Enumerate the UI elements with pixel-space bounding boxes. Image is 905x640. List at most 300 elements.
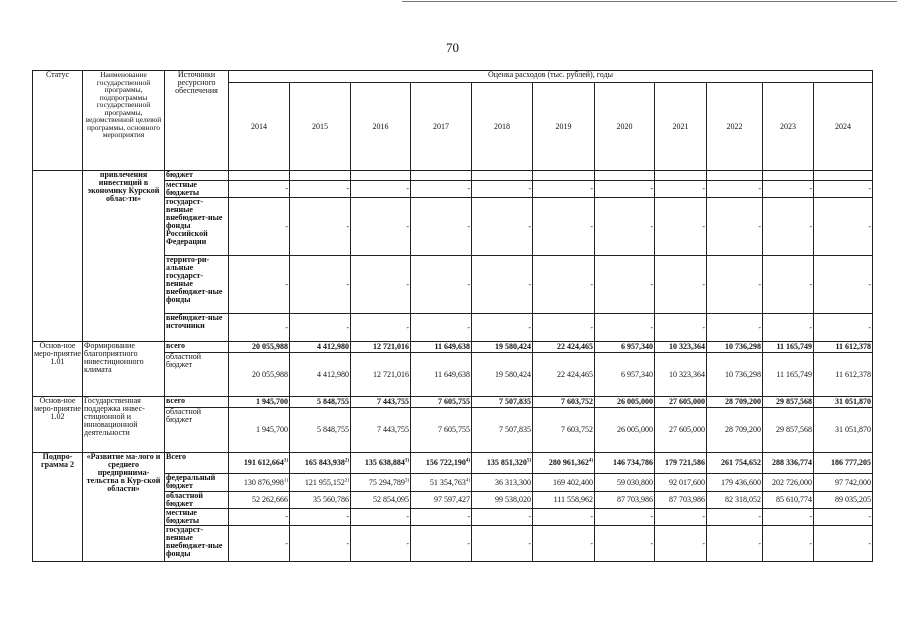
block2-row: [33, 342, 873, 353]
value-text: -: [467, 184, 470, 193]
value-text: -: [528, 184, 531, 193]
value-text: -: [650, 184, 653, 193]
source-label: областной бюджет: [165, 408, 229, 453]
value-cell-2023: [763, 353, 814, 397]
value-cell-2015: [290, 526, 351, 562]
value-cell-2015: [290, 314, 351, 342]
value-text: -: [406, 221, 409, 231]
value-text: -: [650, 221, 653, 231]
value-cell-2017: [411, 526, 472, 562]
value-cell-2023: [763, 256, 814, 314]
value-text: 146 734,786: [613, 458, 653, 467]
value-text: 85 610,774: [776, 495, 812, 504]
value-cell-2016: [351, 526, 411, 562]
value-text: 12 721,016: [373, 342, 409, 351]
value-cell-2022: [707, 342, 763, 353]
value-text: 19 580,424: [495, 342, 531, 351]
value-cell-2018: [472, 171, 533, 181]
year-header-2014: 2014: [229, 83, 290, 171]
value-text: -: [868, 221, 871, 231]
value-cell-2021: [655, 353, 707, 397]
value-text: -: [809, 322, 812, 332]
value-cell-2017: [411, 509, 472, 526]
footnote-mark: 3): [404, 458, 409, 464]
value-cell-2023: [763, 408, 814, 453]
value-cell-2014: [229, 198, 290, 256]
value-text: -: [528, 538, 531, 548]
footnote-mark: 1): [283, 477, 288, 483]
value-text: 179 721,586: [665, 458, 705, 467]
value-text: -: [702, 279, 705, 289]
value-text: 280 961,362: [548, 458, 589, 467]
block3-row: [33, 397, 873, 408]
value-cell-2020: [595, 314, 655, 342]
year-header-2023: 2023: [763, 83, 814, 171]
value-text: 7 443,755: [377, 425, 409, 434]
value-cell-2017: [411, 181, 472, 198]
value-text: 92 017,600: [669, 477, 705, 487]
value-cell-2024: [814, 198, 873, 256]
value-cell-2017: [411, 342, 472, 353]
value-text: 20 055,988: [252, 342, 288, 351]
value-cell-2021: [655, 408, 707, 453]
value-text: -: [758, 221, 761, 231]
footnote-mark: 1): [283, 458, 288, 464]
value-text: 7 603,752: [561, 425, 593, 434]
value-text: 10 323,364: [669, 342, 705, 351]
value-cell-2024: [814, 408, 873, 453]
value-cell-2021: [655, 256, 707, 314]
value-text: -: [868, 184, 871, 193]
footnote-mark: 4): [465, 458, 470, 464]
value-cell-2014: [229, 181, 290, 198]
value-cell-2015: [290, 171, 351, 181]
value-text: -: [809, 538, 812, 548]
value-text: 156 722,190: [425, 458, 466, 467]
value-text: -: [758, 538, 761, 548]
value-cell-2021: [655, 198, 707, 256]
value-cell-2019: [533, 181, 595, 198]
year-header-2017: 2017: [411, 83, 472, 171]
value-text: -: [702, 184, 705, 193]
value-text: 28 709,200: [725, 397, 761, 406]
value-cell-2022: [707, 256, 763, 314]
value-cell-2016: [351, 256, 411, 314]
value-text: -: [467, 279, 470, 289]
value-text: 7 507,835: [499, 425, 531, 434]
value-cell-2019: [533, 453, 595, 474]
value-cell-2022: [707, 526, 763, 562]
value-cell-2015: [290, 353, 351, 397]
value-text: 4 412,980: [317, 342, 349, 351]
value-cell-2019: [533, 342, 595, 353]
block1-name: привлечения инвестиций в экономику Курской облас-ти»: [83, 171, 165, 342]
value-cell-2016: [351, 492, 411, 509]
value-cell-2017: [411, 353, 472, 397]
value-text: -: [528, 279, 531, 289]
value-cell-2020: [595, 526, 655, 562]
value-cell-2023: [763, 314, 814, 342]
value-cell-2022: [707, 509, 763, 526]
value-text: 1 945,700: [256, 425, 288, 434]
value-text: -: [590, 512, 593, 521]
value-cell-2020: [595, 492, 655, 509]
value-cell-2022: [707, 171, 763, 181]
value-text: -: [528, 322, 531, 332]
value-text: -: [650, 322, 653, 332]
value-cell-2020: [595, 198, 655, 256]
value-text: 111 558,962: [553, 495, 593, 504]
footnote-mark: 5): [526, 458, 531, 464]
value-text: -: [590, 538, 593, 548]
value-text: -: [346, 322, 349, 332]
value-text: 202 726,000: [772, 477, 812, 487]
value-text: -: [406, 512, 409, 521]
value-text: -: [650, 538, 653, 548]
block4-status: Подпро-грамма 2: [33, 453, 83, 562]
value-text: -: [467, 538, 470, 548]
footnote-mark: 4): [588, 458, 593, 464]
value-cell-2014: [229, 453, 290, 474]
source-label: всего: [165, 397, 229, 408]
value-cell-2015: [290, 408, 351, 453]
value-cell-2017: [411, 474, 472, 492]
value-text: -: [809, 184, 812, 193]
value-text: 11 649,638: [434, 342, 470, 351]
value-text: 5 848,755: [317, 397, 349, 406]
value-text: -: [758, 184, 761, 193]
value-text: 59 030,800: [617, 477, 653, 487]
value-cell-2020: [595, 408, 655, 453]
year-header-2024: 2024: [814, 83, 873, 171]
value-text: 11 165,749: [776, 342, 812, 351]
value-text: -: [528, 512, 531, 521]
value-text: 27 605,000: [669, 425, 705, 434]
value-text: 6 957,340: [621, 342, 653, 351]
value-cell-2016: [351, 314, 411, 342]
value-text: 36 313,300: [495, 477, 531, 487]
value-text: 87 703,986: [617, 495, 653, 504]
source-label: федеральный бюджет: [165, 474, 229, 492]
value-cell-2022: [707, 474, 763, 492]
value-text: -: [590, 184, 593, 193]
value-cell-2024: [814, 526, 873, 562]
value-text: -: [467, 322, 470, 332]
footnote-mark: 3): [404, 477, 409, 483]
value-cell-2014: [229, 314, 290, 342]
value-text: -: [702, 538, 705, 548]
value-text: -: [467, 221, 470, 231]
value-cell-2018: [472, 314, 533, 342]
value-text: 19 580,424: [495, 369, 531, 379]
value-cell-2018: [472, 342, 533, 353]
value-cell-2021: [655, 509, 707, 526]
value-cell-2019: [533, 474, 595, 492]
value-cell-2018: [472, 181, 533, 198]
value-text: 7 605,755: [438, 397, 470, 406]
source-label: государст-венные внебюджет-ные фонды: [165, 526, 229, 562]
value-cell-2024: [814, 474, 873, 492]
value-cell-2018: [472, 474, 533, 492]
value-text: 7 443,755: [377, 397, 409, 406]
value-cell-2019: [533, 314, 595, 342]
value-text: -: [285, 221, 288, 231]
value-cell-2023: [763, 397, 814, 408]
value-text: 11 612,378: [835, 342, 871, 351]
block1-status: [33, 171, 83, 342]
value-cell-2019: [533, 509, 595, 526]
value-text: 288 336,774: [772, 458, 812, 467]
value-cell-2024: [814, 509, 873, 526]
value-text: -: [809, 279, 812, 289]
value-cell-2017: [411, 408, 472, 453]
value-cell-2015: [290, 181, 351, 198]
value-cell-2014: [229, 342, 290, 353]
value-text: -: [590, 279, 593, 289]
value-cell-2018: [472, 492, 533, 509]
value-text: 165 843,938: [304, 458, 345, 467]
value-cell-2016: [351, 408, 411, 453]
value-text: -: [758, 322, 761, 332]
value-cell-2021: [655, 453, 707, 474]
value-text: 52 854,095: [373, 495, 409, 504]
value-cell-2014: [229, 256, 290, 314]
footnote-mark: 4): [465, 477, 470, 483]
value-cell-2023: [763, 509, 814, 526]
value-text: 11 649,638: [434, 369, 470, 379]
value-cell-2020: [595, 453, 655, 474]
value-cell-2014: [229, 474, 290, 492]
value-cell-2015: [290, 198, 351, 256]
value-text: 121 955,152: [304, 477, 345, 487]
value-text: -: [650, 512, 653, 521]
header-status: Статус: [33, 71, 83, 171]
value-text: -: [346, 221, 349, 231]
value-text: 29 857,568: [776, 397, 812, 406]
value-text: 191 612,664: [243, 458, 284, 467]
value-cell-2024: [814, 397, 873, 408]
value-cell-2020: [595, 256, 655, 314]
value-text: 7 605,755: [438, 425, 470, 434]
value-cell-2023: [763, 171, 814, 181]
value-text: 31 051,870: [835, 425, 871, 434]
value-text: 99 538,020: [495, 495, 531, 504]
value-text: 26 005,000: [617, 425, 653, 434]
source-label: Всего: [165, 453, 229, 474]
value-text: -: [590, 221, 593, 231]
value-text: -: [285, 538, 288, 548]
block1-row: [33, 171, 873, 181]
page-number: 70: [446, 40, 459, 55]
value-text: -: [809, 221, 812, 231]
value-cell-2016: [351, 342, 411, 353]
value-text: -: [285, 322, 288, 332]
value-text: -: [868, 279, 871, 289]
value-cell-2022: [707, 198, 763, 256]
value-cell-2021: [655, 474, 707, 492]
value-cell-2023: [763, 526, 814, 562]
block2-name: Формирование благоприятного инвестиционного климата: [83, 342, 165, 397]
header-sources: Источники ресурсного обеспечения: [165, 71, 229, 171]
value-cell-2021: [655, 397, 707, 408]
value-cell-2023: [763, 198, 814, 256]
value-cell-2014: [229, 408, 290, 453]
value-cell-2018: [472, 353, 533, 397]
year-header-2022: 2022: [707, 83, 763, 171]
year-header-2015: 2015: [290, 83, 351, 171]
value-text: -: [868, 512, 871, 521]
source-label: местные бюджеты: [165, 509, 229, 526]
value-cell-2016: [351, 181, 411, 198]
source-label: всего: [165, 342, 229, 353]
value-text: -: [758, 279, 761, 289]
year-header-2018: 2018: [472, 83, 533, 171]
value-text: 82 318,052: [725, 495, 761, 504]
value-text: 20 055,988: [252, 369, 288, 379]
source-label: внебюджет-ные источники: [165, 314, 229, 342]
value-cell-2015: [290, 342, 351, 353]
value-cell-2014: [229, 526, 290, 562]
footnote-mark: 2): [344, 477, 349, 483]
value-text: 97 597,427: [434, 495, 470, 504]
block4-name: «Развитие ма-лого и среднего предпринима-тельства в Кур-ской области»: [83, 453, 165, 562]
value-cell-2024: [814, 181, 873, 198]
value-cell-2021: [655, 492, 707, 509]
value-text: -: [285, 184, 288, 193]
value-text: -: [868, 322, 871, 332]
value-text: 7 507,835: [499, 397, 531, 406]
value-text: -: [590, 322, 593, 332]
value-text: 89 035,205: [835, 495, 871, 504]
value-text: -: [406, 538, 409, 548]
year-header-2016: 2016: [351, 83, 411, 171]
resource-table: [32, 70, 873, 562]
source-label: террито-ри-альные государст-венные внебюджет-ные фонды: [165, 256, 229, 314]
value-text: 261 754,652: [721, 458, 761, 467]
value-cell-2016: [351, 453, 411, 474]
value-text: 7 603,752: [561, 397, 593, 406]
value-text: -: [702, 322, 705, 332]
source-label: государст-венные внебюджет-ные фонды Российской Федерации: [165, 198, 229, 256]
value-cell-2015: [290, 453, 351, 474]
value-text: -: [650, 279, 653, 289]
value-cell-2016: [351, 171, 411, 181]
value-cell-2018: [472, 256, 533, 314]
value-cell-2016: [351, 198, 411, 256]
value-cell-2024: [814, 342, 873, 353]
value-cell-2014: [229, 492, 290, 509]
value-cell-2016: [351, 353, 411, 397]
value-text: 1 945,700: [256, 397, 288, 406]
value-cell-2017: [411, 453, 472, 474]
value-cell-2024: [814, 492, 873, 509]
value-cell-2016: [351, 509, 411, 526]
value-cell-2018: [472, 453, 533, 474]
value-text: -: [868, 538, 871, 548]
value-text: 35 560,786: [313, 495, 349, 504]
value-cell-2024: [814, 453, 873, 474]
value-text: 26 005,000: [617, 397, 653, 406]
header-estimate: Оценка расходов (тыс. рублей), годы: [229, 71, 873, 83]
value-cell-2023: [763, 453, 814, 474]
value-text: -: [346, 279, 349, 289]
value-cell-2021: [655, 342, 707, 353]
value-cell-2017: [411, 397, 472, 408]
year-header-2021: 2021: [655, 83, 707, 171]
value-text: 75 294,789: [368, 477, 405, 487]
value-text: 6 957,340: [621, 369, 653, 379]
value-cell-2017: [411, 314, 472, 342]
value-text: -: [285, 279, 288, 289]
value-cell-2018: [472, 526, 533, 562]
source-label: областной бюджет: [165, 353, 229, 397]
value-cell-2021: [655, 526, 707, 562]
value-cell-2022: [707, 397, 763, 408]
value-text: 130 876,998: [243, 477, 284, 487]
footnote-mark: 2): [344, 458, 349, 464]
value-text: 29 857,568: [776, 425, 812, 434]
value-text: 10 736,298: [725, 342, 761, 351]
value-cell-2020: [595, 509, 655, 526]
value-cell-2022: [707, 492, 763, 509]
value-cell-2020: [595, 342, 655, 353]
value-cell-2022: [707, 453, 763, 474]
value-cell-2015: [290, 474, 351, 492]
value-cell-2024: [814, 256, 873, 314]
value-cell-2015: [290, 256, 351, 314]
value-text: -: [702, 221, 705, 231]
value-text: 169 402,400: [553, 477, 593, 487]
value-text: 135 851,320: [486, 458, 527, 467]
value-text: 4 412,980: [317, 369, 349, 379]
value-text: -: [528, 221, 531, 231]
value-cell-2022: [707, 314, 763, 342]
value-cell-2015: [290, 492, 351, 509]
value-text: -: [406, 184, 409, 193]
year-header-2019: 2019: [533, 83, 595, 171]
value-text: 31 051,870: [835, 397, 871, 406]
value-cell-2015: [290, 397, 351, 408]
value-cell-2018: [472, 509, 533, 526]
value-cell-2019: [533, 256, 595, 314]
value-cell-2022: [707, 181, 763, 198]
value-cell-2019: [533, 526, 595, 562]
value-text: -: [467, 512, 470, 521]
value-cell-2016: [351, 397, 411, 408]
source-label: бюджет: [165, 171, 229, 181]
value-cell-2020: [595, 171, 655, 181]
value-cell-2023: [763, 492, 814, 509]
value-cell-2019: [533, 353, 595, 397]
block4-row: [33, 453, 873, 474]
value-text: 97 742,000: [835, 477, 871, 487]
source-label: местные бюджеты: [165, 181, 229, 198]
value-cell-2023: [763, 181, 814, 198]
value-text: -: [406, 322, 409, 332]
value-text: -: [406, 279, 409, 289]
value-cell-2017: [411, 492, 472, 509]
source-label: областной бюджет: [165, 492, 229, 509]
value-cell-2019: [533, 492, 595, 509]
value-text: 11 612,378: [835, 369, 871, 379]
value-cell-2019: [533, 198, 595, 256]
value-cell-2015: [290, 509, 351, 526]
block2-status: Основ-ное меро-приятие 1.01: [33, 342, 83, 397]
value-cell-2014: [229, 509, 290, 526]
value-cell-2024: [814, 353, 873, 397]
year-header-2020: 2020: [595, 83, 655, 171]
value-text: 179 436,600: [721, 477, 761, 487]
